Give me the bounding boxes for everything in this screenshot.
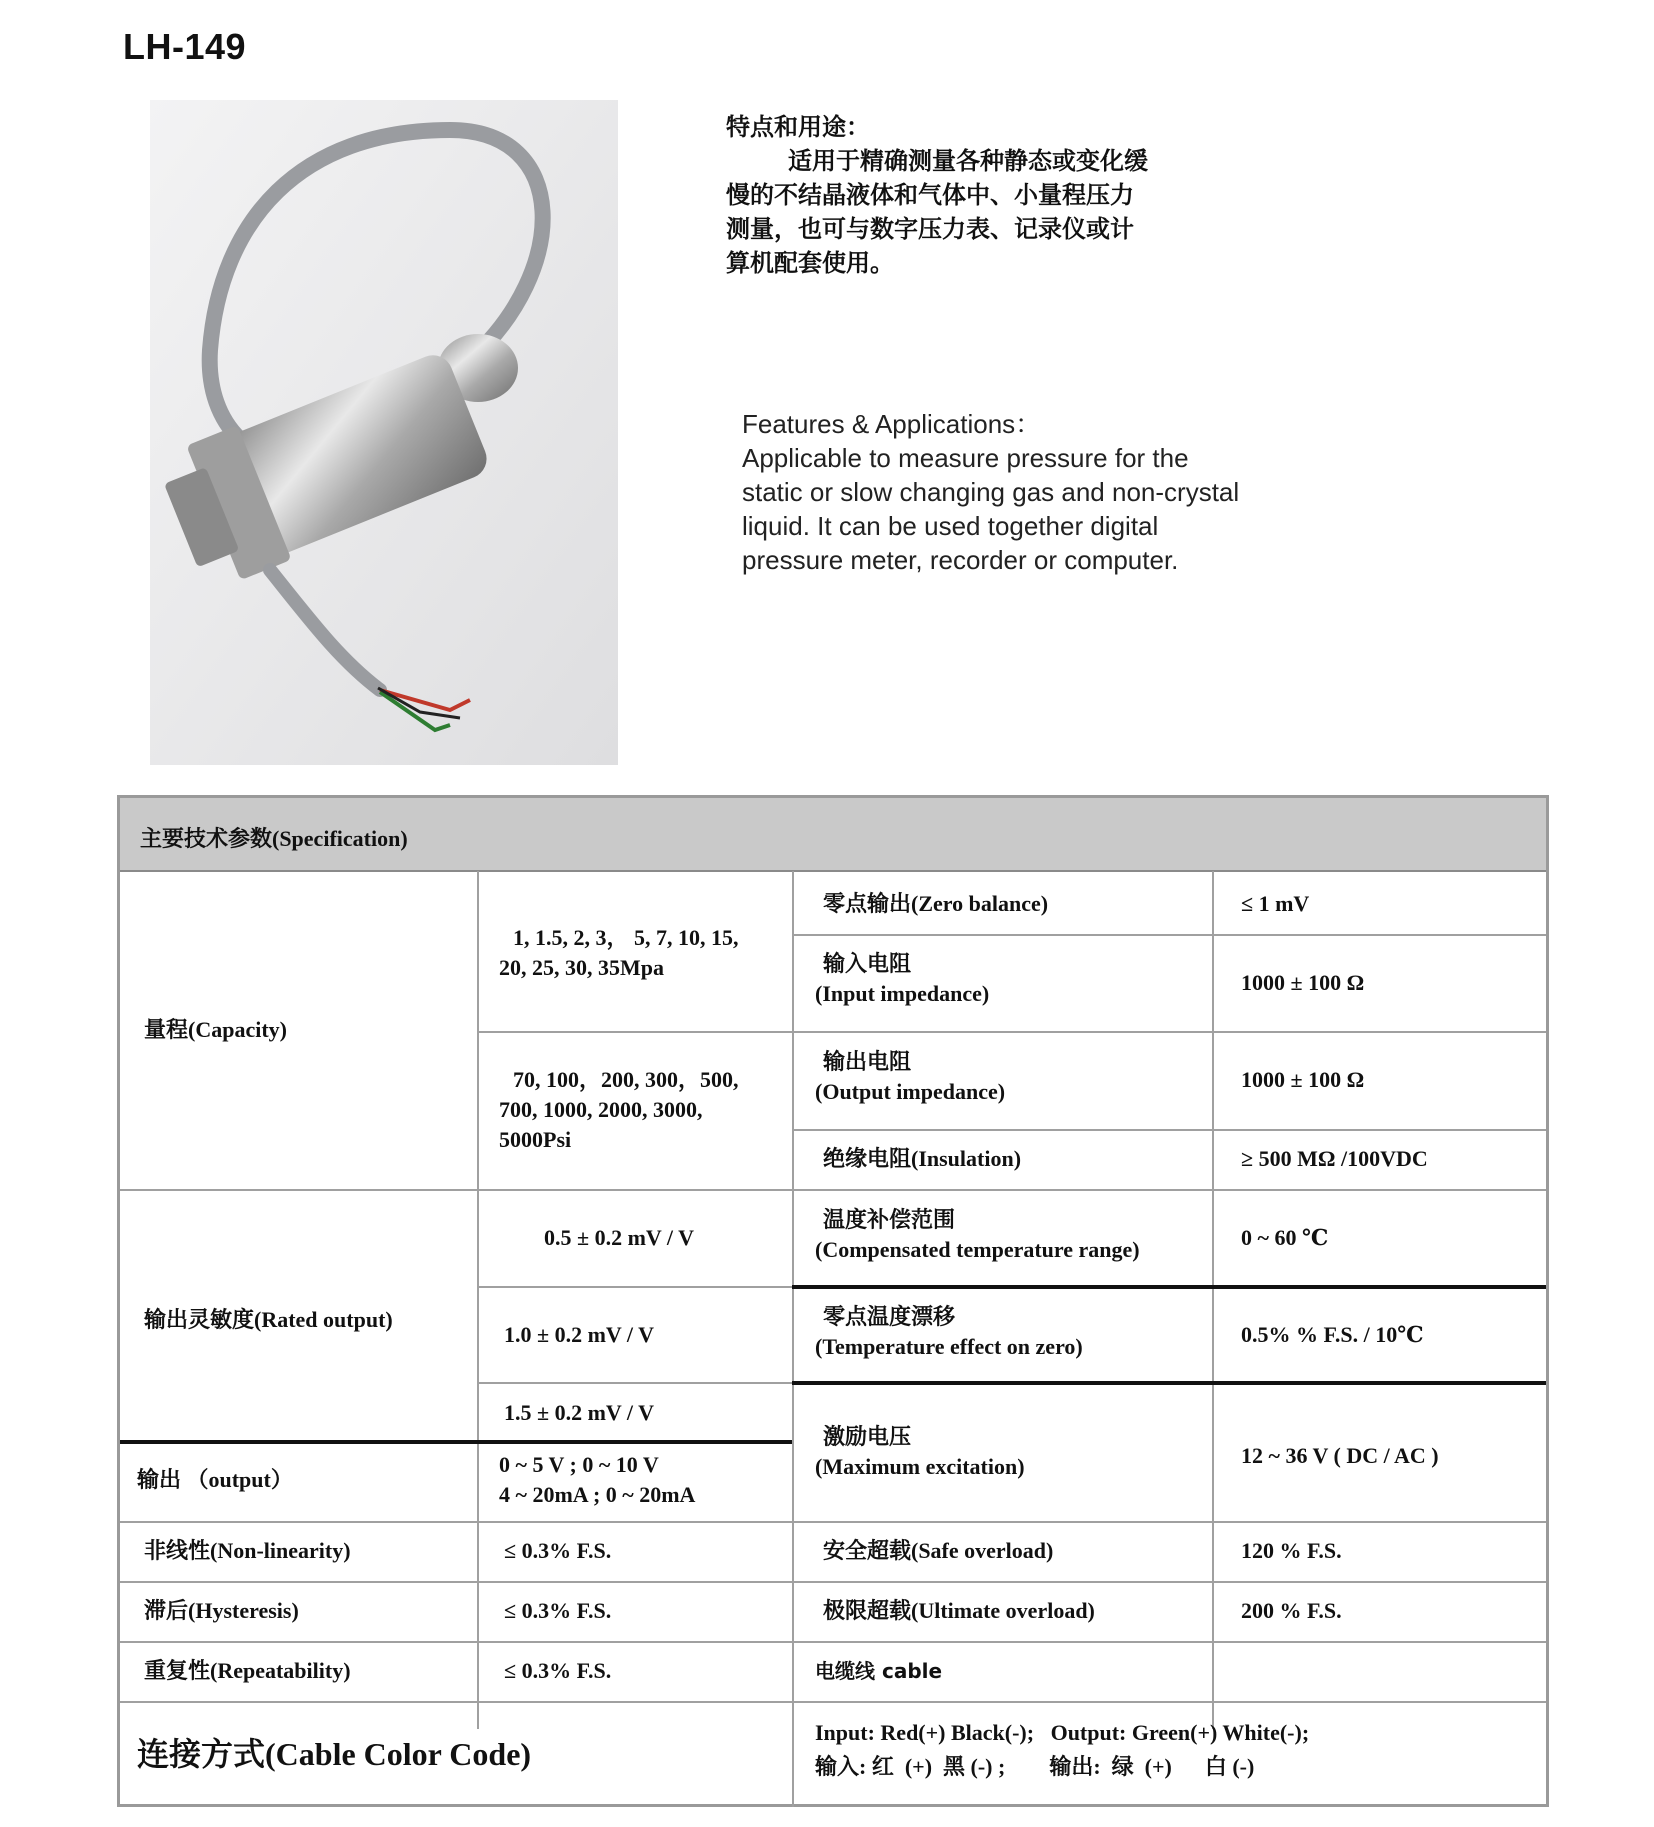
temp-effect-zero-label-cn: 零点温度漂移 (823, 1304, 956, 1329)
grid-line (120, 1440, 792, 1444)
features-en-line: static or slow changing gas and non-crystal (742, 477, 1240, 507)
cable-color-line: Input: Red(+) Black(-); Output: Green(+) White(-); (815, 1720, 1310, 1745)
features-en-line: liquid. It can be used together digital (742, 511, 1159, 541)
capacity-psi-line: 70, 100，200, 300，500, (513, 1067, 739, 1092)
non-linearity-label: 非线性(Non-linearity) (144, 1538, 351, 1563)
grid-line (477, 1031, 1546, 1033)
cable-color-label: 连接方式(Cable Color Code) (137, 1736, 532, 1772)
cable-color-values (815, 1718, 1309, 1782)
capacity-psi (499, 1065, 739, 1155)
output-value-line: 4 ~ 20mA ; 0 ~ 20mA (499, 1482, 696, 1507)
input-impedance-label-en: (Input impedance) (815, 981, 990, 1006)
ultimate-overload-value: 200 % F.S. (1241, 1598, 1342, 1623)
features-cn-heading: 特点和用途： (726, 113, 870, 141)
hysteresis-value: ≤ 0.3% F.S. (504, 1598, 612, 1623)
output-values (499, 1450, 695, 1510)
output-label: 输出 （output） (137, 1467, 293, 1492)
spec-table-header (120, 798, 1546, 872)
cable-color-line: 输入: 红 (+) 黑 (-) ; 输出: 绿 (+) 白 (-) (815, 1754, 1255, 1779)
features-cn-line: 算机配套使用。 (726, 249, 894, 277)
grid-line (477, 1382, 792, 1384)
pressure-sensor-image (150, 100, 618, 765)
comp-temp-label (815, 1205, 1140, 1265)
insulation-value: ≥ 500 MΩ /100VDC (1241, 1146, 1428, 1171)
rated-output-label: 输出灵敏度(Rated output) (144, 1307, 393, 1332)
capacity-mpa (499, 923, 739, 983)
capacity-mpa-line: 1, 1.5, 2, 3， 5, 7, 10, 15, (513, 925, 739, 950)
grid-line (477, 1286, 792, 1288)
features-cn (726, 110, 1246, 280)
model-title: LH-149 (123, 26, 247, 67)
rated-output-value: 0.5 ± 0.2 mV / V (544, 1225, 694, 1250)
grid-line (792, 1285, 1546, 1289)
output-impedance-label (815, 1047, 1005, 1107)
output-value-line: 0 ~ 5 V ; 0 ~ 10 V (499, 1452, 659, 1477)
non-linearity-value: ≤ 0.3% F.S. (504, 1538, 612, 1563)
grid-line (120, 1189, 1546, 1191)
rated-output-value: 1.5 ± 0.2 mV / V (504, 1400, 654, 1425)
max-excitation-label (815, 1422, 1025, 1482)
temp-effect-zero-value: 0.5% % F.S. / 10℃ (1241, 1322, 1424, 1347)
output-impedance-value: 1000 ± 100 Ω (1241, 1067, 1365, 1092)
grid-line (1212, 871, 1214, 1729)
input-impedance-label-cn: 输入电阻 (823, 951, 912, 976)
grid-line (120, 1701, 1546, 1703)
grid-line (792, 934, 1546, 936)
grid-line (792, 1129, 1546, 1131)
features-en (742, 407, 1302, 577)
capacity-label: 量程(Capacity) (144, 1017, 287, 1042)
comp-temp-value: 0 ~ 60 ℃ (1241, 1225, 1329, 1250)
features-cn-line: 适用于精确测量各种静态或变化缓 (788, 147, 1148, 175)
features-en-line: pressure meter, recorder or computer. (742, 545, 1179, 575)
features-en-line: Applicable to measure pressure for the (742, 443, 1189, 473)
input-impedance-label (815, 949, 989, 1009)
repeatability-label: 重复性(Repeatability) (144, 1658, 351, 1683)
product-photo (150, 100, 618, 765)
safe-overload-value: 120 % F.S. (1241, 1538, 1342, 1563)
capacity-mpa-line: 20, 25, 30, 35Mpa (499, 955, 664, 980)
cable-label: 电缆线 cable (815, 1659, 943, 1683)
temp-effect-zero-label (815, 1302, 1083, 1362)
grid-line (792, 871, 794, 1807)
repeatability-value: ≤ 0.3% F.S. (504, 1658, 612, 1683)
hysteresis-label: 滞后(Hysteresis) (144, 1598, 299, 1623)
features-en-heading: Features & Applications： (742, 409, 1042, 439)
grid-line (120, 1521, 1546, 1523)
safe-overload-label: 安全超载(Safe overload) (823, 1538, 1054, 1563)
input-impedance-value: 1000 ± 100 Ω (1241, 970, 1365, 995)
spec-header-title: 主要技术参数(Specification) (140, 826, 408, 851)
output-impedance-label-cn: 输出电阻 (823, 1049, 912, 1074)
capacity-psi-line: 700, 1000, 2000, 3000, (499, 1097, 703, 1122)
insulation-label: 绝缘电阻(Insulation) (823, 1146, 1022, 1171)
capacity-psi-line: 5000Psi (499, 1127, 572, 1152)
zero-balance-label: 零点输出(Zero balance) (823, 891, 1049, 916)
max-excitation-value: 12 ~ 36 V ( DC / AC ) (1241, 1443, 1439, 1468)
rated-output-value: 1.0 ± 0.2 mV / V (504, 1322, 654, 1347)
max-excitation-label-en: (Maximum excitation) (815, 1454, 1025, 1479)
features-cn-line: 慢的不结晶液体和气体中、小量程压力 (726, 181, 1134, 209)
comp-temp-label-cn: 温度补偿范围 (823, 1207, 956, 1232)
grid-line (120, 1581, 1546, 1583)
grid-line (792, 1381, 1546, 1385)
ultimate-overload-label: 极限超载(Ultimate overload) (823, 1598, 1095, 1623)
temp-effect-zero-label-en: (Temperature effect on zero) (815, 1334, 1083, 1359)
spec-table (117, 795, 1549, 1807)
features-cn-line: 测量，也可与数字压力表、记录仪或计 (726, 215, 1134, 243)
output-impedance-label-en: (Output impedance) (815, 1079, 1006, 1104)
grid-line (477, 871, 479, 1729)
comp-temp-label-en: (Compensated temperature range) (815, 1237, 1140, 1262)
max-excitation-label-cn: 激励电压 (823, 1424, 912, 1449)
zero-balance-value: ≤ 1 mV (1241, 891, 1310, 916)
grid-line (120, 1641, 1546, 1643)
